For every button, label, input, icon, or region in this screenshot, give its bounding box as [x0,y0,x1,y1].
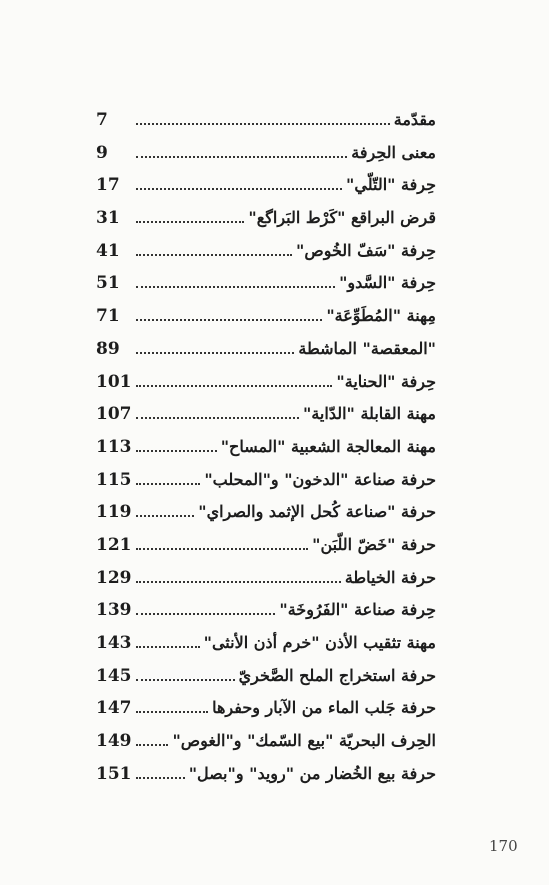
toc-page-number: 71 [96,306,120,327]
dot-leader [136,416,299,419]
toc-page-number: 145 [96,665,132,686]
toc-entry [96,273,436,306]
toc-entry [96,633,436,666]
toc-entry [96,372,436,405]
toc-entry [96,731,436,764]
toc-entry [96,502,436,535]
toc-title: مهنة المعالجة الشعبية "المساح" [220,436,436,456]
dot-leader [136,285,335,288]
page-number: 170 [489,837,518,855]
toc-entry [96,143,436,176]
dot-leader [136,776,185,779]
toc-entry [96,535,436,568]
toc-page-number: 89 [96,338,120,359]
dot-leader [136,645,200,648]
dot-leader [136,220,244,223]
toc-entry [96,568,436,601]
dot-leader [136,253,292,256]
toc-page-number: 107 [96,404,132,425]
toc-page-number: 129 [96,567,132,588]
toc-entry [96,339,436,372]
dot-leader [136,580,341,583]
dot-leader [136,547,308,550]
toc-entry [96,764,436,797]
toc-title: حِرفة "الحناية" [336,371,436,391]
toc-page-number: 151 [96,763,132,784]
toc-title: حرفة جَلب الماء من الآبار وحفرها [212,698,436,718]
dot-leader [136,351,294,354]
toc-title: حِرفة "سَفّ الخُوص" [296,240,436,260]
toc-page-number: 139 [96,600,132,621]
toc-title: حِرفة "التّلّي" [346,175,436,195]
dot-leader [136,612,275,615]
toc-page-number: 51 [96,273,120,294]
dot-leader [136,678,235,681]
toc-title: مهنة تثقيب الأذن "خرم أذن الأنثى" [203,633,436,652]
toc-title: حرفة صناعة "الدخون" و"المحلب" [204,469,436,489]
toc-title: حرفة "صناعة كُحل الإثمد والصراي" [198,502,436,522]
toc-title: مهنة القابلة "الدّاية" [303,404,436,424]
toc-page-number: 143 [96,633,132,653]
toc-entry [96,666,436,699]
toc-title: معنى الحِرفة [351,142,436,162]
toc-page-number: 7 [96,110,108,130]
toc-title: الحِرف البحريّة "بيع السّمك" و"الغوص" [172,731,436,751]
toc-title: حِرفة صناعة "الفَرُوخَة" [279,600,436,620]
toc-page-number: 115 [96,469,132,490]
toc-page-number: 31 [96,208,120,229]
toc-page-number: 149 [96,731,132,752]
toc-title: حرفة "خَضّ اللّبَن" [312,534,436,554]
toc-title: حرفة الخياطة [344,567,436,587]
dot-leader [136,743,168,746]
toc-entry [96,241,436,274]
toc-page-number: 17 [96,175,120,196]
dot-leader [136,187,342,190]
dot-leader [136,155,347,158]
dot-leader [136,482,200,485]
toc-title: حرفة بيع الخُضار من "رويد" و"بصل" [188,763,436,783]
toc-entry [96,175,436,208]
toc-page-number: 121 [96,534,132,555]
toc-title: مقدّمة [393,110,436,129]
toc-page-number: 41 [96,240,120,261]
toc-page-number: 119 [96,502,132,523]
toc-page-number: 9 [96,142,108,163]
toc-title: مِهنة "المُطَوِّعَة" [326,306,436,326]
toc-entry [96,110,436,143]
toc-page-number: 147 [96,698,132,719]
toc-entry [96,698,436,731]
dot-leader [136,384,332,387]
dot-leader [136,122,390,125]
toc-title: قرض البراقع "كَرْط البَراگع" [248,208,436,228]
toc-entry [96,404,436,437]
toc-page-number: 101 [96,371,132,392]
toc-title: حِرفة "السَّدو" [339,273,436,293]
toc-entry [96,208,436,241]
toc-entry [96,470,436,503]
toc-entry [96,600,436,633]
dot-leader [136,710,208,713]
toc-title: "المعقصة" الماشطة [298,338,436,358]
dot-leader [136,318,322,321]
toc-title: حرفة استخراج الملح الصَّخريّ [238,665,436,685]
table-of-contents [96,110,436,796]
toc-page-number: 113 [96,436,132,457]
toc-entry [96,437,436,470]
toc-entry [96,306,436,339]
dot-leader [136,514,194,517]
dot-leader [136,449,217,452]
